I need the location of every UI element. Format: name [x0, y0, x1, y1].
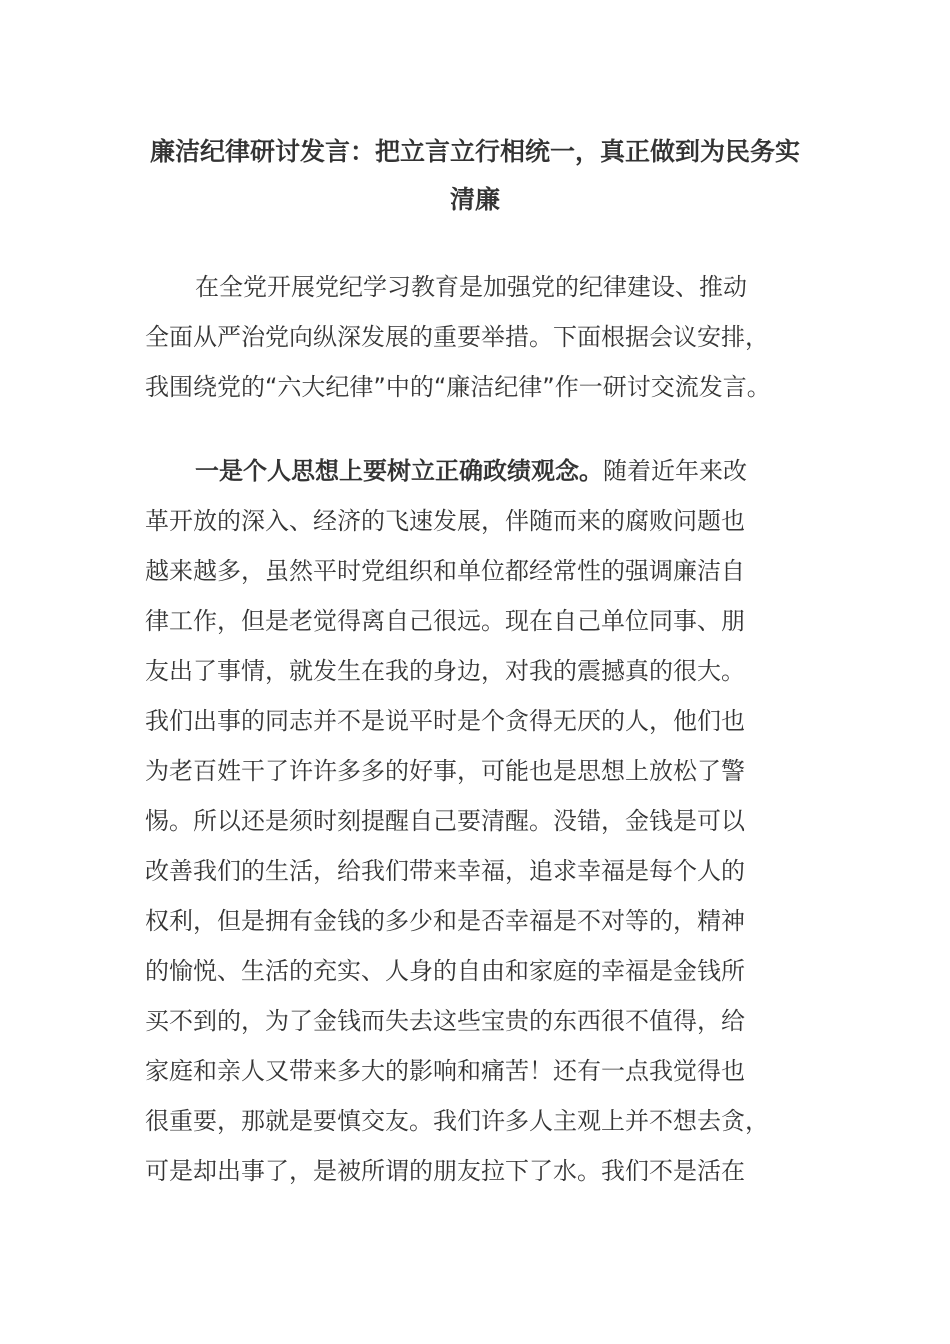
section-one-first-line-rest: 随着近年来改 [603, 457, 747, 485]
body-line: 革开放的深入、经济的飞速发展，伴随而来的腐败问题也 [145, 507, 745, 535]
body-line: 可是却出事了，是被所谓的朋友拉下了水。我们不是活在 [145, 1157, 745, 1185]
intro-line: 我围绕党的“六大纪律”中的“廉洁纪律”作一研讨交流发言。 [145, 373, 771, 401]
body-line: 友出了事情，就发生在我的身边，对我的震撼真的很大。 [145, 657, 745, 685]
document-title: 廉洁纪律研讨发言：把立言立行相统一，真正做到为民务实清廉 [149, 137, 800, 214]
body-line: 很重要，那就是要慎交友。我们许多人主观上并不想去贪， [145, 1107, 769, 1135]
section-one-lead: 一是个人思想上要树立正确政绩观念。 [195, 457, 603, 485]
body-line: 家庭和亲人又带来多大的影响和痛苦！还有一点我觉得也 [145, 1057, 745, 1085]
body-line: 我们出事的同志并不是说平时是个贪得无厌的人，他们也 [145, 707, 745, 735]
body-line: 买不到的，为了金钱而失去这些宝贵的东西很不值得，给 [145, 1007, 745, 1035]
body-line: 惕。所以还是须时刻提醒自己要清醒。没错，金钱是可以 [145, 807, 745, 835]
intro-line: 在全党开展党纪学习教育是加强党的纪律建设、推动 [195, 273, 747, 301]
body-line: 越来越多，虽然平时党组织和单位都经常性的强调廉洁自 [145, 557, 745, 585]
body-line: 权利，但是拥有金钱的多少和是否幸福是不对等的，精神 [145, 907, 745, 935]
body-line: 改善我们的生活，给我们带来幸福，追求幸福是每个人的 [145, 857, 745, 885]
body-line: 律工作，但是老觉得离自己很远。现在自己单位同事、朋 [145, 607, 745, 635]
body-line: 的愉悦、生活的充实、人身的自由和家庭的幸福是金钱所 [145, 957, 745, 985]
section-one-first-line [195, 456, 747, 486]
body-line: 为老百姓干了许许多多的好事，可能也是思想上放松了警 [145, 757, 745, 785]
intro-line: 全面从严治党向纵深发展的重要举措。下面根据会议安排， [145, 323, 769, 351]
